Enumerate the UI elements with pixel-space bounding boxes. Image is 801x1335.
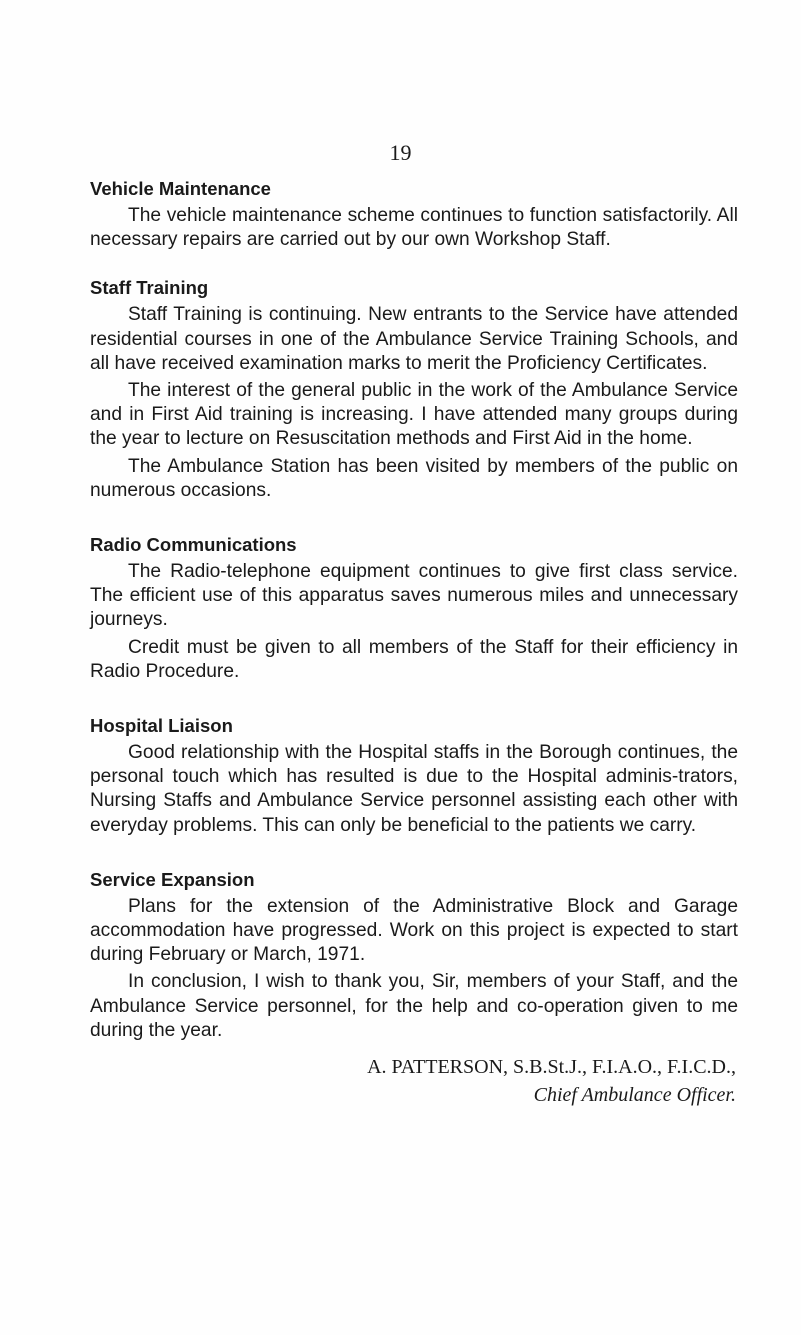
paragraph: Staff Training is continuing. New entrants to the Service have attended residential courses in one of the Ambulance Service Training Schools, and all have received examination marks to merit the Proficiency Certificates. xyxy=(90,304,738,374)
paragraph: The interest of the general public in the work of the Ambulance Service and in First Aid training is increasing. I have attended many groups during the year to lecture on Resuscitation methods and First Aid in the home. xyxy=(90,380,738,450)
signature-block xyxy=(90,1053,738,1109)
section-vehicle-maintenance xyxy=(90,177,738,252)
section-staff-training xyxy=(90,276,738,503)
section-heading: Hospital Liaison xyxy=(90,715,233,737)
paragraph: In conclusion, I wish to thank you, Sir, members of your Staff, and the Ambulance Service personnel, for the help and co-operation given to me during the year. xyxy=(90,971,738,1041)
paragraph: The Radio-telephone equipment continues to give first class service. The efficient use of this apparatus saves numerous miles and unnecessary journeys. xyxy=(90,561,738,631)
paragraph: The Ambulance Station has been visited by members of the public on numerous occasions. xyxy=(90,455,738,501)
page-number: 19 xyxy=(389,140,412,165)
section-heading: Vehicle Maintenance xyxy=(90,178,271,199)
document-body xyxy=(90,177,738,1109)
paragraph: The vehicle maintenance scheme continues to function satisfactorily. All necessary repairs are carried out by our own Workshop Staff. xyxy=(90,205,738,251)
section-hospital-liaison xyxy=(90,714,738,838)
section-heading: Staff Training xyxy=(90,277,209,299)
paragraph: Credit must be given to all members of the Staff for their efficiency in Radio Procedure. xyxy=(90,636,738,682)
section-heading: Radio Communications xyxy=(90,534,297,556)
section-heading: Service Expansion xyxy=(90,868,255,890)
paragraph: Good relationship with the Hospital staffs in the Borough continues, the personal touch which has resulted is due to the Hospital adminis-trators, Nursing Staffs and Ambulance Service personnel assisting each other with everyday problems. This can only be beneficial to the patients we carry. xyxy=(90,742,738,836)
section-service-expansion xyxy=(90,868,738,1043)
signatory-name: A. PATTERSON, S.B.St.J., F.I.A.O., F.I.C.D., xyxy=(367,1056,736,1079)
paragraph: Plans for the extension of the Administrative Block and Garage accommodation have progressed. Work on this project is expected to start during February or March, 1971. xyxy=(90,895,738,966)
signatory-title: Chief Ambulance Officer. xyxy=(533,1084,736,1107)
section-radio-communications xyxy=(90,533,738,684)
